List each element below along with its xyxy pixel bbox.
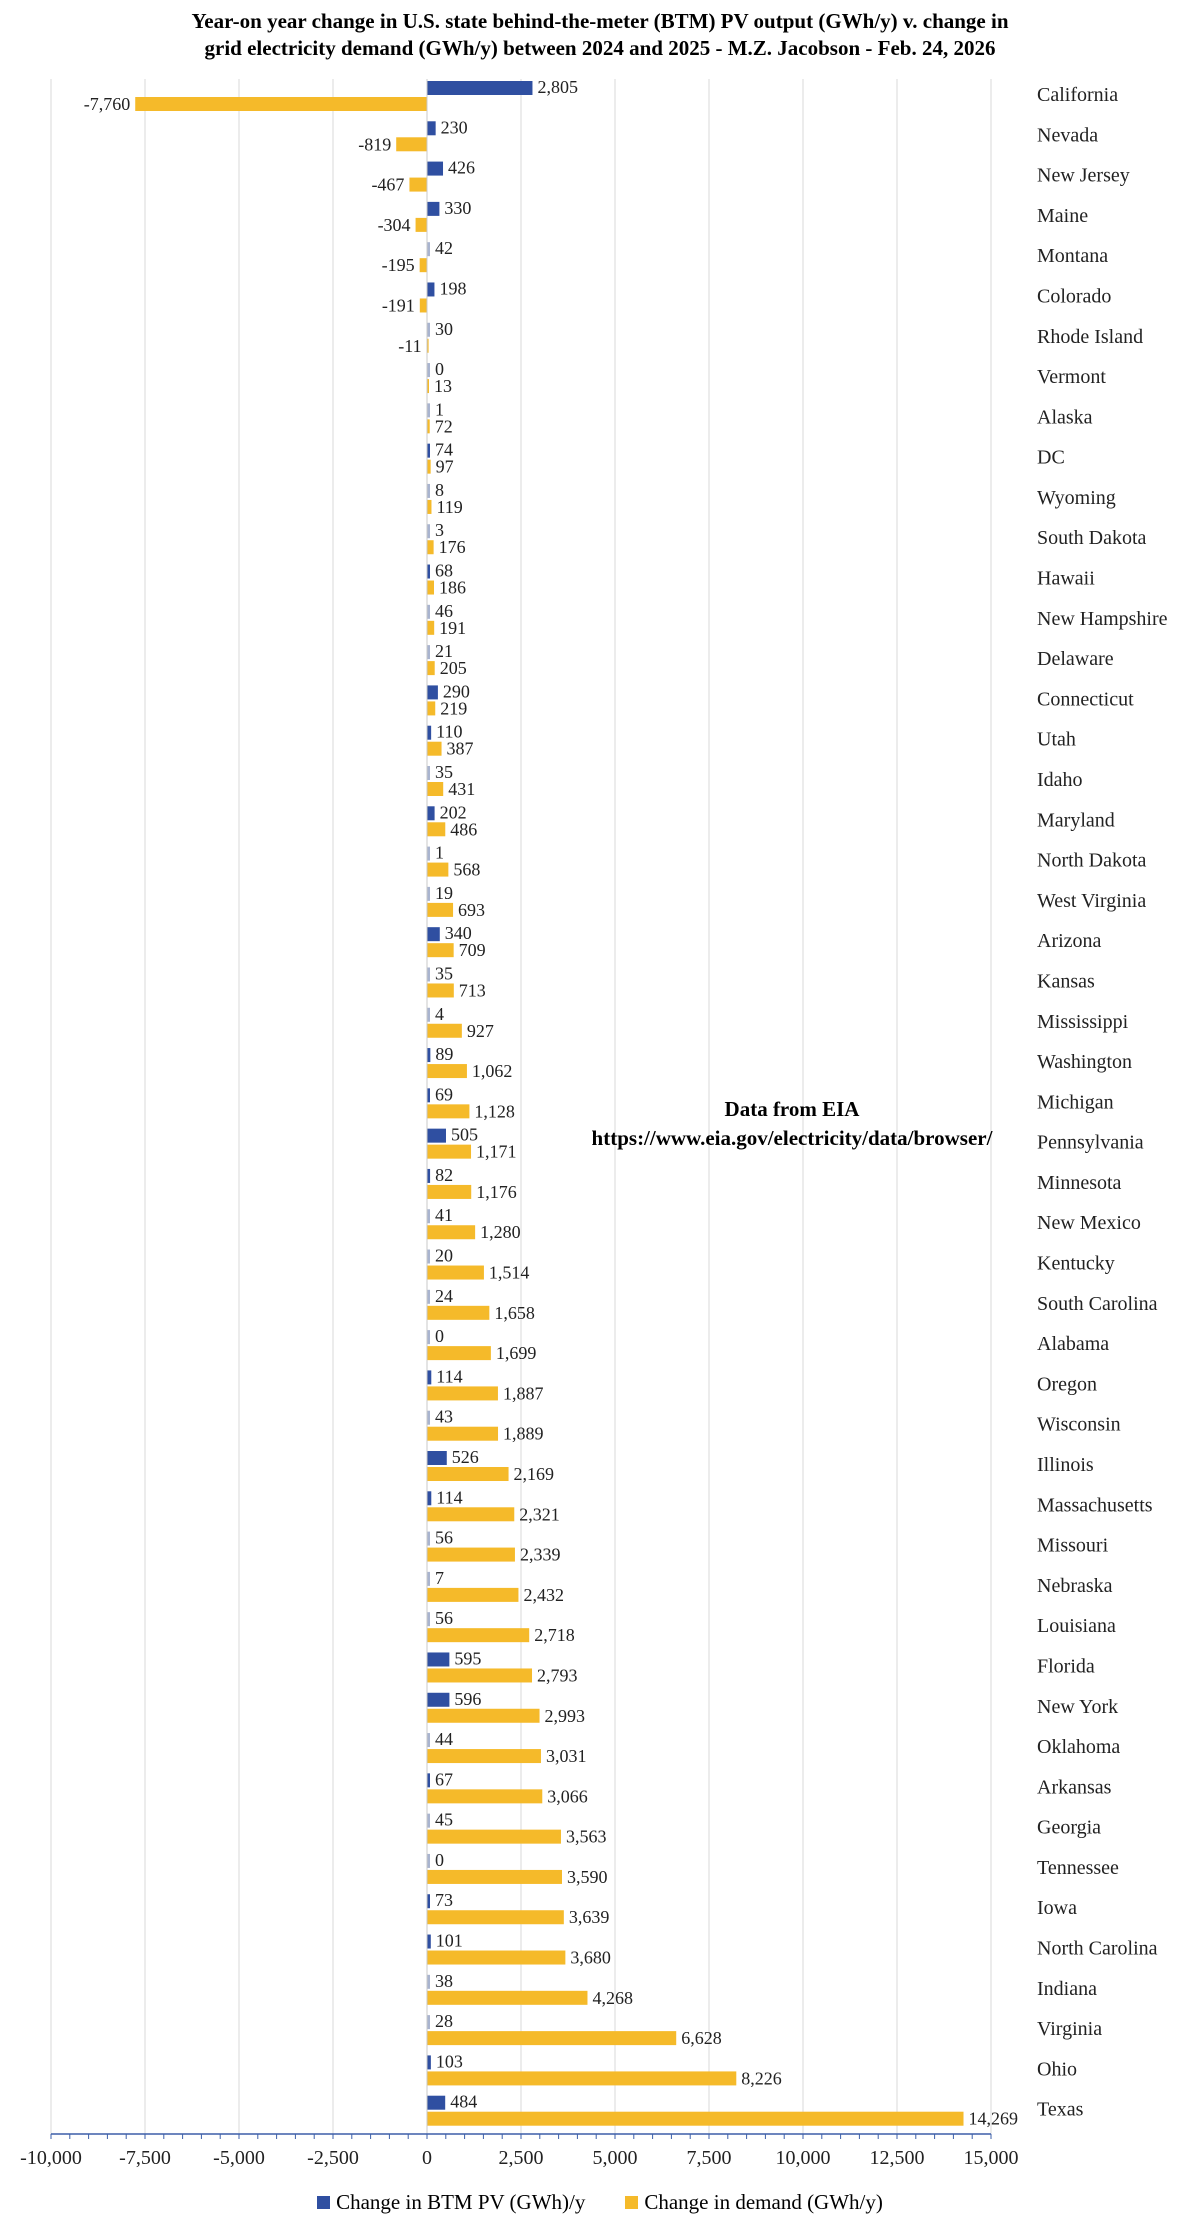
bar-demand [427, 782, 443, 796]
category-label: Rhode Island [1037, 325, 1144, 348]
x-tick-label: 7,500 [686, 2147, 732, 2169]
category-label: Kentucky [1037, 1252, 1115, 1275]
category-label: DC [1037, 446, 1065, 469]
bar-btm-pv [427, 162, 443, 176]
data-label-btm-pv: 38 [435, 1970, 453, 1991]
bar-demand [427, 1588, 518, 1602]
data-label-btm-pv: 110 [436, 721, 463, 742]
x-tick-label: -7,500 [119, 2147, 171, 2169]
category-label: Colorado [1037, 285, 1112, 308]
bar-btm-pv [427, 685, 438, 699]
category-label: Utah [1037, 728, 1076, 751]
x-tick-label: 12,500 [869, 2147, 925, 2169]
legend-item-btm-pv [317, 2190, 585, 2215]
category-label: Nebraska [1037, 1574, 1113, 1597]
category-label: Montana [1037, 245, 1109, 268]
data-label-demand: 387 [446, 738, 474, 759]
category-label: Arizona [1037, 930, 1102, 953]
data-label-btm-pv: 290 [442, 681, 470, 702]
data-label-demand: 3,680 [570, 1947, 611, 1968]
data-label-demand: 176 [438, 537, 466, 558]
x-tick-label: 15,000 [963, 2147, 1019, 2169]
data-label-demand: 13 [434, 376, 452, 397]
data-label-btm-pv: 44 [435, 1729, 453, 1750]
annotation-source-title: Data from EIA [724, 1097, 860, 1121]
data-label-demand: 2,718 [534, 1625, 575, 1646]
data-label-btm-pv: 7 [435, 1567, 444, 1588]
category-label: Indiana [1037, 1977, 1097, 2000]
legend-label-btm-pv: Change in BTM PV (GWh)/y [336, 2190, 586, 2214]
data-label-btm-pv: 73 [435, 1890, 453, 1911]
data-label-btm-pv: 202 [439, 802, 467, 823]
data-label-btm-pv: 68 [435, 560, 453, 581]
data-label-btm-pv: 35 [435, 762, 453, 782]
data-label-demand: 3,563 [565, 1826, 607, 1847]
data-label-btm-pv: 3 [435, 520, 444, 541]
data-label-btm-pv: 114 [436, 1366, 463, 1387]
bar-demand [427, 1306, 489, 1320]
bar-demand [427, 701, 435, 715]
data-label-btm-pv: 43 [435, 1406, 453, 1427]
data-label-btm-pv: 41 [435, 1205, 453, 1226]
data-label-btm-pv: 2,805 [537, 77, 578, 97]
bar-demand [427, 1225, 475, 1239]
bar-demand [427, 1386, 498, 1400]
data-label-btm-pv: 596 [454, 1688, 482, 1709]
bar-demand [427, 1507, 514, 1521]
legend-swatch-btm-pv [317, 2196, 330, 2209]
chart-title-line-1: Year-on year change in U.S. state behind-the-meter (BTM) PV output (GWh/y) v. change in [191, 9, 1009, 33]
data-label-demand: 2,321 [519, 1504, 560, 1525]
category-label: Maryland [1037, 809, 1115, 832]
bar-demand [427, 903, 453, 917]
data-label-demand: 191 [439, 617, 467, 638]
data-label-demand: 3,590 [566, 1866, 608, 1887]
data-label-demand: 1,514 [488, 1262, 530, 1283]
data-label-demand: 486 [450, 819, 478, 840]
bar-btm-pv [427, 282, 434, 296]
category-label: New Hampshire [1037, 607, 1168, 630]
data-label-btm-pv: 1 [435, 399, 444, 420]
category-label: Mississippi [1037, 1010, 1129, 1033]
data-label-demand: 568 [453, 859, 481, 880]
bar-demand [427, 1789, 542, 1803]
bar-demand [427, 1991, 587, 2005]
category-label: Missouri [1037, 1534, 1109, 1557]
bar-demand [427, 1064, 467, 1078]
category-label: Washington [1037, 1051, 1133, 1074]
category-label: New Mexico [1037, 1212, 1141, 1235]
category-label: Minnesota [1037, 1171, 1122, 1194]
bar-btm-pv [427, 806, 435, 820]
data-label-demand: 1,699 [495, 1343, 537, 1364]
bar-btm-pv [427, 927, 440, 941]
legend-swatch-demand [625, 2196, 638, 2209]
data-label-btm-pv: 426 [448, 157, 476, 178]
category-label: Oklahoma [1037, 1736, 1121, 1759]
data-label-demand: 927 [466, 1020, 494, 1041]
bar-demand [427, 1870, 562, 1884]
data-label-demand: 3,066 [547, 1786, 588, 1807]
category-label: Vermont [1037, 366, 1106, 389]
bar-demand [427, 621, 434, 635]
data-label-btm-pv: 21 [435, 641, 453, 662]
data-label-demand: 6,628 [681, 2028, 722, 2049]
data-label-btm-pv: 114 [436, 1487, 463, 1508]
bar-demand [427, 581, 434, 595]
bar-demand [409, 178, 427, 192]
data-label-btm-pv: 484 [450, 2091, 478, 2112]
data-label-demand: 2,993 [544, 1705, 586, 1726]
bar-demand [427, 1185, 471, 1199]
category-label: Oregon [1037, 1373, 1097, 1396]
category-label: Hawaii [1037, 567, 1095, 590]
bar-btm-pv [427, 121, 436, 135]
category-label: Maine [1037, 204, 1089, 227]
category-label: Alaska [1037, 406, 1093, 429]
bar-demand [427, 1628, 529, 1642]
data-label-demand: 3,639 [568, 1907, 610, 1928]
annotation-source-url: https://www.eia.gov/electricity/data/browser/ [591, 1126, 993, 1150]
bar-demand [427, 1910, 564, 1924]
category-label: Pennsylvania [1037, 1131, 1144, 1154]
bar-demand [427, 1104, 469, 1118]
data-label-btm-pv: 82 [435, 1164, 454, 1185]
data-label-btm-pv: 42 [435, 238, 453, 259]
bar-demand [427, 1266, 484, 1280]
data-label-demand: -195 [381, 255, 415, 276]
x-tick-label: -10,000 [20, 2147, 82, 2169]
data-label-btm-pv: 526 [451, 1447, 479, 1467]
category-label: Kansas [1037, 970, 1095, 993]
data-label-demand: -7,760 [83, 94, 131, 114]
bar-btm-pv [427, 2096, 445, 2110]
bar-btm-pv [427, 2055, 431, 2069]
category-label: Wyoming [1037, 486, 1116, 509]
category-label: Iowa [1037, 1897, 1077, 1920]
data-label-demand: 1,062 [471, 1061, 513, 1082]
data-label-btm-pv: 56 [435, 1527, 453, 1548]
data-label-btm-pv: 1 [435, 842, 444, 863]
data-label-demand: 1,658 [494, 1302, 535, 1323]
data-label-btm-pv: 28 [435, 2011, 453, 2032]
bar-demand [427, 1709, 540, 1723]
data-label-demand: -819 [358, 134, 392, 155]
data-label-demand: -191 [381, 295, 415, 316]
data-label-demand: 2,793 [537, 1665, 578, 1686]
category-label: South Carolina [1037, 1292, 1158, 1315]
bar-demand [427, 1830, 561, 1844]
category-label: Louisiana [1037, 1615, 1116, 1638]
data-label-btm-pv: 69 [435, 1084, 453, 1105]
data-label-demand: 2,339 [519, 1544, 561, 1565]
data-label-btm-pv: 595 [454, 1648, 482, 1669]
data-label-demand: 713 [458, 980, 486, 1001]
category-label: California [1037, 84, 1119, 106]
category-label: Connecticut [1037, 688, 1134, 711]
category-label: Illinois [1037, 1454, 1094, 1476]
category-label: Wisconsin [1037, 1413, 1121, 1436]
bar-demand [396, 137, 427, 151]
category-label: Nevada [1037, 124, 1099, 147]
bar-btm-pv [427, 1491, 431, 1505]
data-label-demand: 1,176 [476, 1181, 517, 1202]
x-tick-label: 5,000 [592, 2147, 638, 2169]
bar-btm-pv [427, 1370, 431, 1384]
category-label: New York [1037, 1695, 1119, 1718]
bar-demand [427, 1951, 565, 1965]
bar-demand [427, 863, 448, 877]
data-label-btm-pv: 74 [435, 439, 453, 460]
data-label-demand: 431 [448, 779, 476, 799]
data-label-btm-pv: 89 [435, 1044, 454, 1065]
category-label: South Dakota [1037, 527, 1147, 550]
data-label-btm-pv: 30 [435, 318, 453, 339]
data-label-demand: 97 [435, 456, 454, 477]
bar-btm-pv [427, 1451, 447, 1465]
data-label-btm-pv: 4 [435, 1003, 444, 1024]
bar-demand [427, 943, 454, 957]
data-label-btm-pv: 45 [435, 1809, 453, 1830]
data-label-btm-pv: 103 [435, 2051, 463, 2072]
bar-demand [427, 983, 454, 997]
bar-demand [427, 1346, 491, 1360]
bar-demand [427, 822, 445, 836]
data-label-demand: 1,889 [503, 1423, 544, 1444]
bar-demand [427, 742, 442, 756]
bar-demand [427, 2071, 736, 2085]
data-label-btm-pv: 8 [435, 479, 444, 500]
data-label-demand: 1,887 [502, 1383, 544, 1404]
data-label-btm-pv: 35 [435, 963, 453, 984]
category-label: Texas [1037, 2098, 1084, 2121]
bar-demand [427, 1467, 509, 1481]
category-label: Alabama [1037, 1333, 1110, 1356]
bar-btm-pv [427, 81, 532, 95]
data-label-btm-pv: 230 [440, 117, 468, 138]
data-label-btm-pv: 56 [435, 1608, 453, 1629]
bar-demand [427, 500, 431, 514]
data-label-btm-pv: 101 [435, 1930, 463, 1951]
bar-demand [420, 298, 427, 312]
bar-demand [416, 218, 427, 232]
bar-btm-pv [427, 1652, 449, 1666]
data-label-demand: -467 [371, 174, 405, 195]
category-label: West Virginia [1037, 889, 1147, 912]
bar-btm-pv [427, 726, 431, 740]
data-label-btm-pv: 46 [435, 600, 453, 621]
category-label: Florida [1037, 1655, 1095, 1678]
data-label-btm-pv: 340 [444, 923, 472, 944]
bar-demand [427, 2112, 964, 2126]
category-label: Delaware [1037, 648, 1114, 671]
data-label-demand: 693 [458, 899, 486, 920]
data-label-btm-pv: 0 [435, 1326, 444, 1347]
category-label: Virginia [1037, 2018, 1103, 2041]
data-label-demand: 14,269 [968, 2108, 1019, 2129]
bar-demand [427, 1427, 498, 1441]
data-label-demand: 2,432 [523, 1584, 564, 1605]
category-label: North Dakota [1037, 849, 1147, 872]
data-label-btm-pv: 330 [444, 197, 472, 218]
x-tick-label: 10,000 [775, 2147, 831, 2169]
data-label-demand: 186 [438, 577, 466, 598]
category-label: North Carolina [1037, 1937, 1158, 1960]
x-tick-label: 0 [422, 2147, 432, 2169]
x-tick-label: -2,500 [307, 2147, 359, 2169]
bar-demand [427, 1024, 462, 1038]
category-label: Massachusetts [1037, 1494, 1153, 1517]
category-label: Idaho [1037, 769, 1083, 791]
category-label: New Jersey [1037, 164, 1130, 187]
data-label-demand: 205 [439, 658, 467, 679]
category-label: Tennessee [1037, 1856, 1119, 1879]
data-label-demand: 1,280 [480, 1222, 521, 1243]
data-label-btm-pv: 20 [435, 1245, 453, 1266]
bar-demand [420, 258, 427, 272]
bar-demand [427, 540, 434, 554]
bar-demand [427, 661, 435, 675]
data-label-btm-pv: 67 [435, 1769, 453, 1790]
data-label-demand: -11 [398, 335, 422, 356]
data-label-btm-pv: 198 [439, 278, 467, 299]
data-label-demand: 2,169 [513, 1464, 555, 1484]
data-label-demand: 1,128 [474, 1101, 515, 1122]
bar-demand [427, 1548, 515, 1562]
data-label-btm-pv: 0 [435, 1849, 444, 1870]
data-label-demand: 1,171 [476, 1141, 517, 1162]
category-label: Arkansas [1037, 1776, 1112, 1799]
data-label-btm-pv: 19 [435, 882, 453, 903]
bar-demand [135, 97, 427, 111]
legend-item-demand [625, 2190, 883, 2215]
bar-btm-pv [427, 1129, 446, 1143]
bar-demand [427, 460, 431, 474]
chart-legend [0, 2190, 1200, 2215]
bar-demand [427, 1145, 471, 1159]
data-label-demand: 219 [440, 698, 468, 719]
bar-btm-pv [427, 1935, 431, 1949]
category-label: Ohio [1037, 2058, 1077, 2081]
bar-btm-pv [427, 1693, 449, 1707]
data-label-demand: 119 [436, 496, 463, 517]
data-label-btm-pv: 24 [435, 1285, 453, 1306]
bar-demand [427, 1668, 532, 1682]
bar-demand [427, 2031, 676, 2045]
data-label-demand: -304 [377, 214, 411, 235]
legend-label-demand: Change in demand (GWh/y) [644, 2190, 883, 2214]
chart-title-line-2: grid electricity demand (GWh/y) between 2024 and 2025 - M.Z. Jacobson - Feb. 24, 2026 [204, 36, 996, 60]
bar-btm-pv [427, 1048, 430, 1062]
data-label-btm-pv: 0 [435, 359, 444, 380]
bar-btm-pv [427, 202, 439, 216]
data-label-btm-pv: 505 [450, 1124, 478, 1145]
chart-title [0, 8, 1200, 62]
data-label-demand: 709 [458, 940, 486, 961]
data-label-demand: 3,031 [545, 1746, 587, 1767]
data-label-demand: 72 [434, 416, 453, 437]
x-tick-label: 2,500 [498, 2147, 544, 2169]
data-label-demand: 8,226 [741, 2068, 782, 2089]
bar-demand [427, 1749, 541, 1763]
data-label-demand: 4,268 [592, 1987, 633, 2008]
category-label: Michigan [1037, 1091, 1114, 1114]
category-label: Georgia [1037, 1816, 1102, 1839]
x-tick-label: -5,000 [213, 2147, 265, 2169]
